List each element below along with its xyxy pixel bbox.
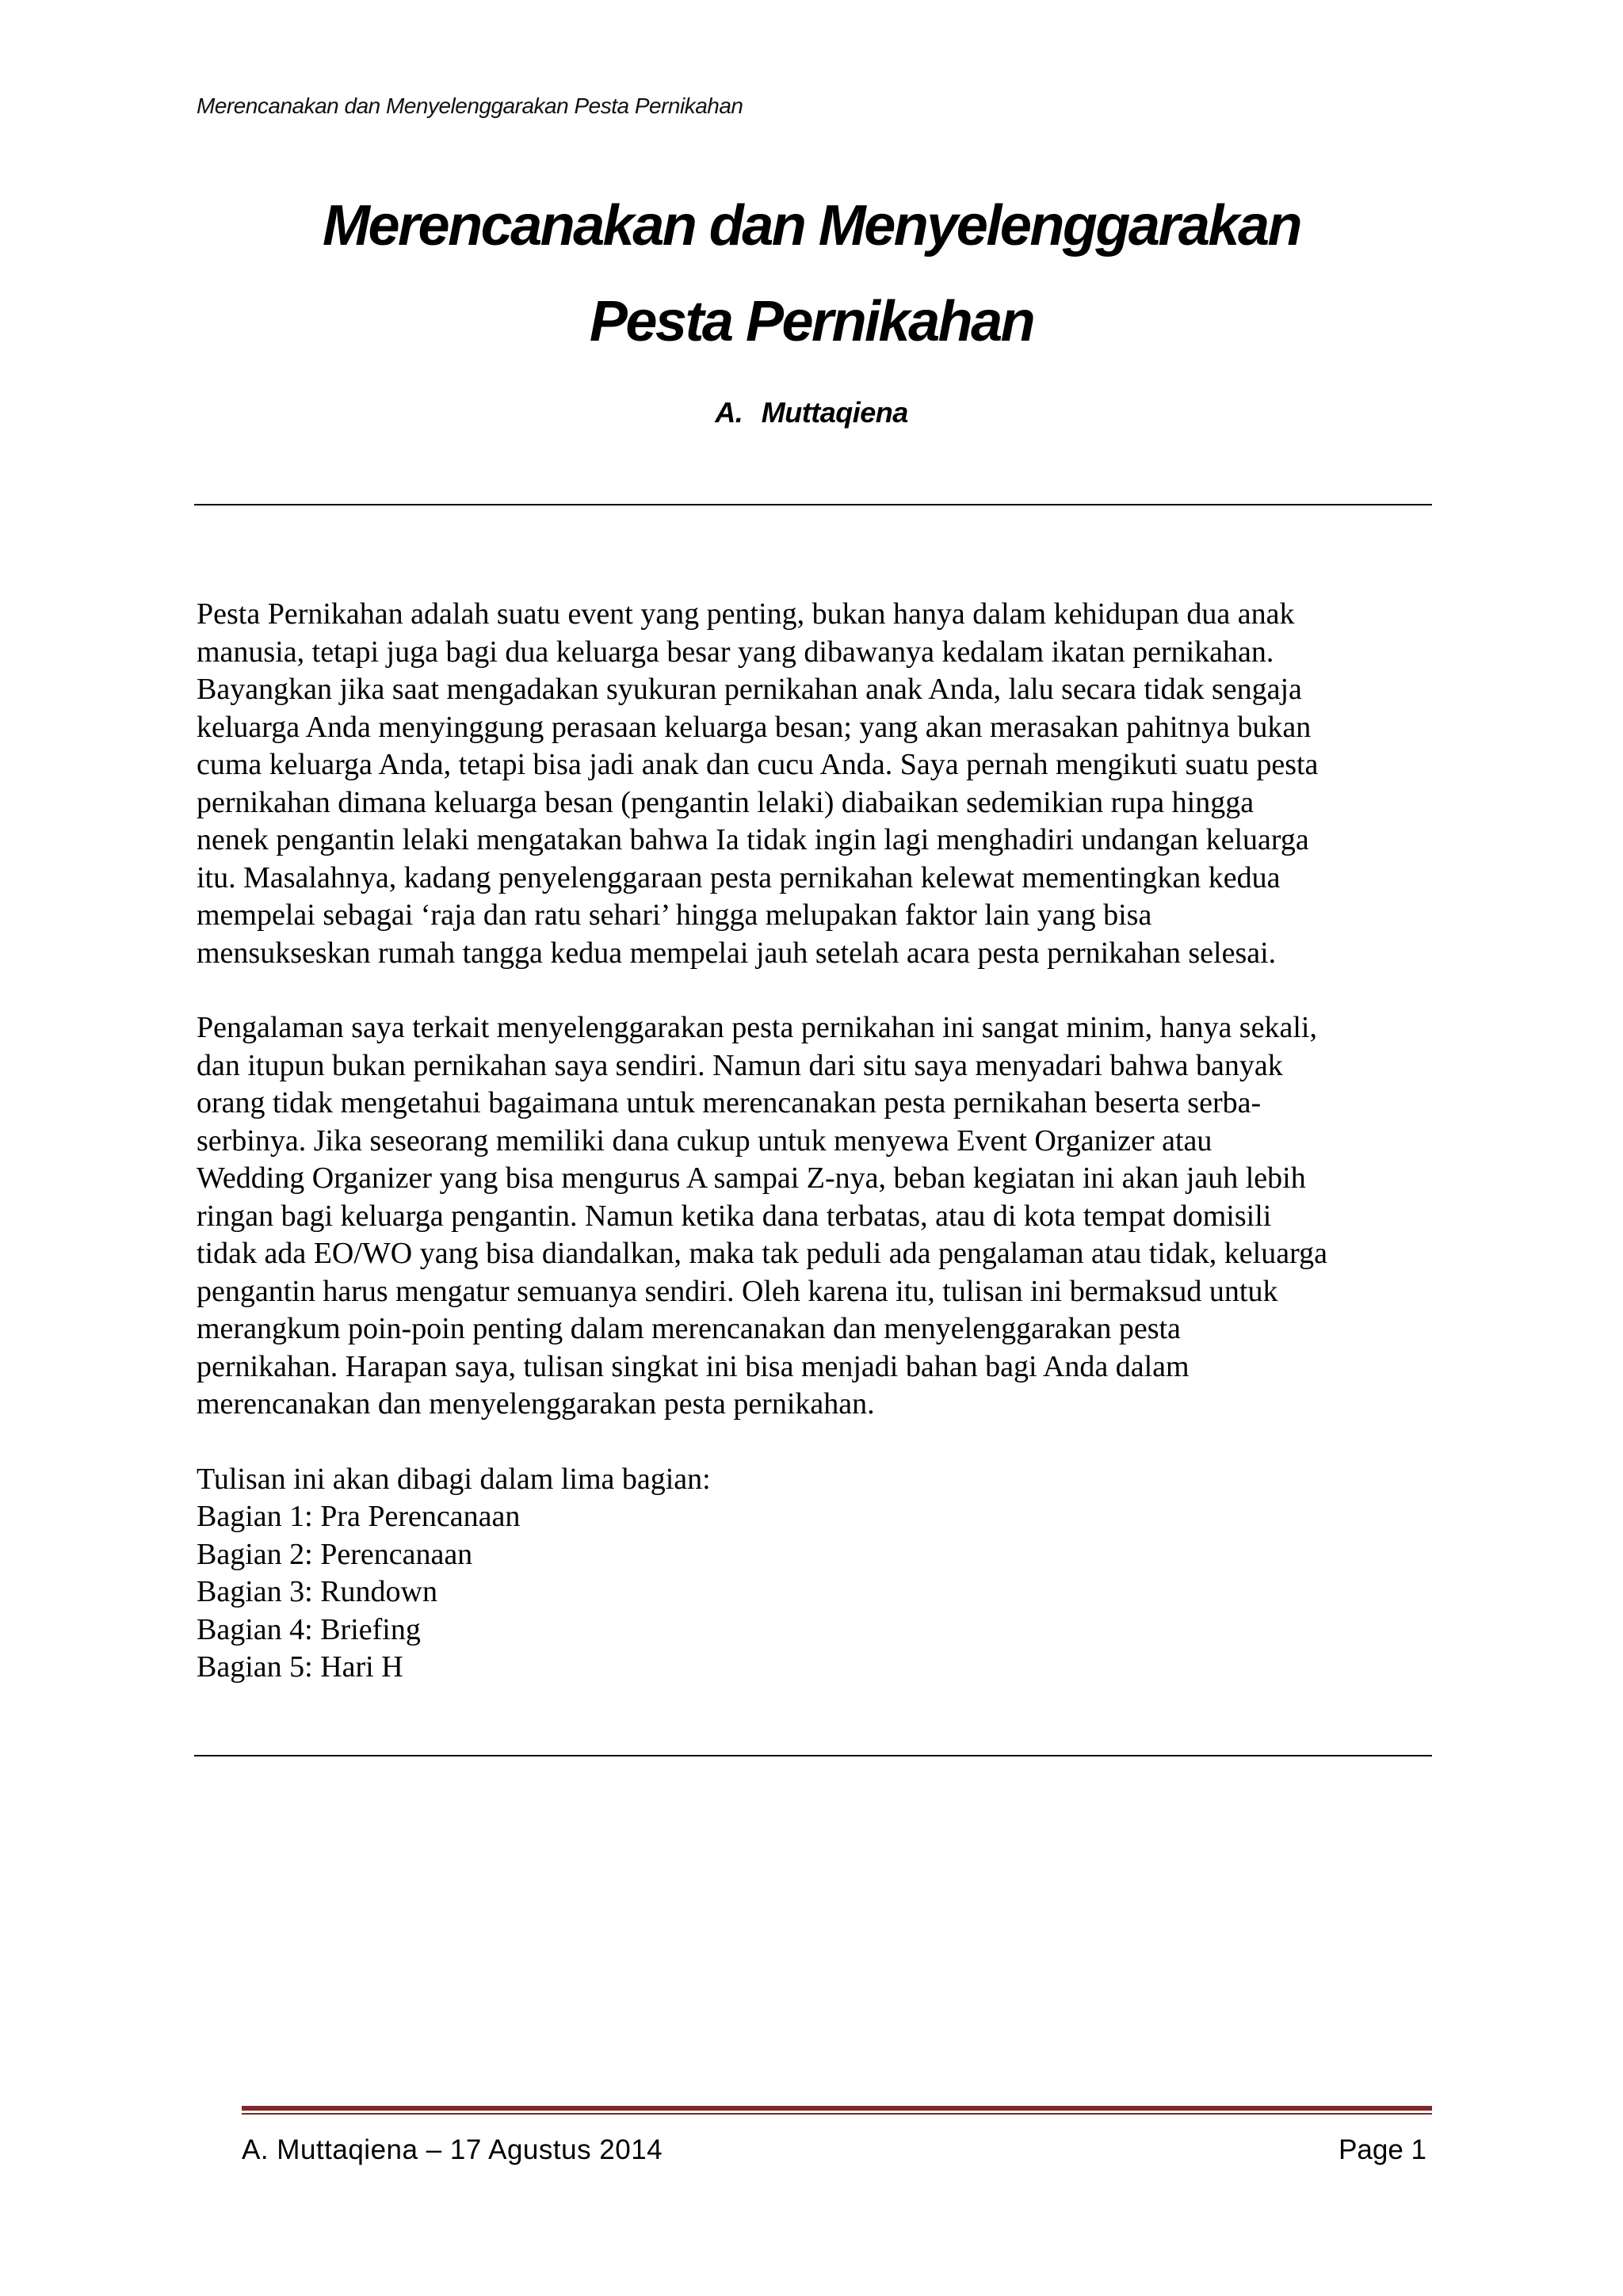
section-item-5: Bagian 5: Hari H [197,1650,403,1684]
footer-rule [242,2106,1432,2115]
intro-paragraph: Pesta Pernikahan adalah suatu event yang penting, bukan hanya dalam kehidupan dua anak manusia, tetapi juga bagi dua keluarga besar yang dibawanya kedalam ikatan pernikahan. Bayangkan jika saat mengadakan syukuran pernikahan anak Anda, lalu secara tidak sengaja keluarga Anda menyinggung perasaan keluarga besan; yang akan merasakan pahitnya bukan cuma keluarga Anda, tetapi bisa jadi anak dan cucu Anda. Saya pernah mengikuti suatu pesta pernikahan dimana keluarga besan (pengantin lelaki) diabaikan sedemikian rupa hingga nenek pengantin lelaki mengatakan bahwa Ia tidak ingin lagi menghadiri undangan keluarga itu. Masalahnya, kadang penyelenggaraan pesta pernikahan kelewat mementingkan kedua mempelai sebagai ‘raja dan ratu sehari’ hingga melupakan faktor lain yang bisa mensukseskan rumah tangga kedua mempelai jauh setelah acara pesta pernikahan selesai. [197,597,1319,970]
section-item-2: Bagian 2: Perencanaan [197,1537,473,1571]
author-name: A. Muttaqiena [715,396,908,429]
top-divider [194,504,1432,505]
body-text [197,596,1441,1687]
bottom-divider [194,1755,1432,1756]
experience-paragraph: Pengalaman saya terkait menyelenggarakan pesta pernikahan ini sangat minim, hanya sekali, dan itupun bukan pernikahan saya sendiri. Namun dari situ saya menyadari bahwa banyak orang tidak mengetahui bagaimana untuk merencanakan pesta pernikahan beserta serba- serbinya. Jika seseorang memiliki dana cukup untuk menyewa Event Organizer atau Wedding Organizer yang bisa mengurus A sampai Z-nya, beban kegiatan ini akan jauh lebih ringan bagi keluarga pengantin. Namun ketika dana terbatas, atau di kota tempat domisili tidak ada EO/WO yang bisa diandalkan, maka tak peduli ada pengalaman atau tidak, keluarga pengantin harus mengatur semuanya sendiri. Oleh karena itu, tulisan ini bermaksud untuk merangkum poin-poin penting dalam merencanakan dan menyelenggarakan pesta pernikahan. Harapan saya, tulisan singkat ini bisa menjadi bahan bagi Anda dalam merencanakan dan menyelenggarakan pesta pernikahan. [197,1011,1327,1421]
document-title-line-2: Pesta Pernikahan [589,290,1034,353]
footer-author-date: A. Muttaqiena – 17 Agustus 2014 [242,2134,663,2165]
section-item-4: Bagian 4: Briefing [197,1612,421,1646]
sections-list [197,1498,1441,1687]
section-item-3: Bagian 3: Rundown [197,1575,437,1608]
sections-intro: Tulisan ini akan dibagi dalam lima bagian: [197,1462,711,1496]
document-title-line-1: Merencanakan dan Menyelenggarakan [323,194,1300,257]
footer-rule-thin [242,2113,1432,2115]
page-number: Page 1 [1338,2134,1426,2165]
section-item-1: Bagian 1: Pra Perencanaan [197,1500,521,1533]
running-header: Merencanakan dan Menyelenggarakan Pesta Pernikahan [197,93,743,118]
